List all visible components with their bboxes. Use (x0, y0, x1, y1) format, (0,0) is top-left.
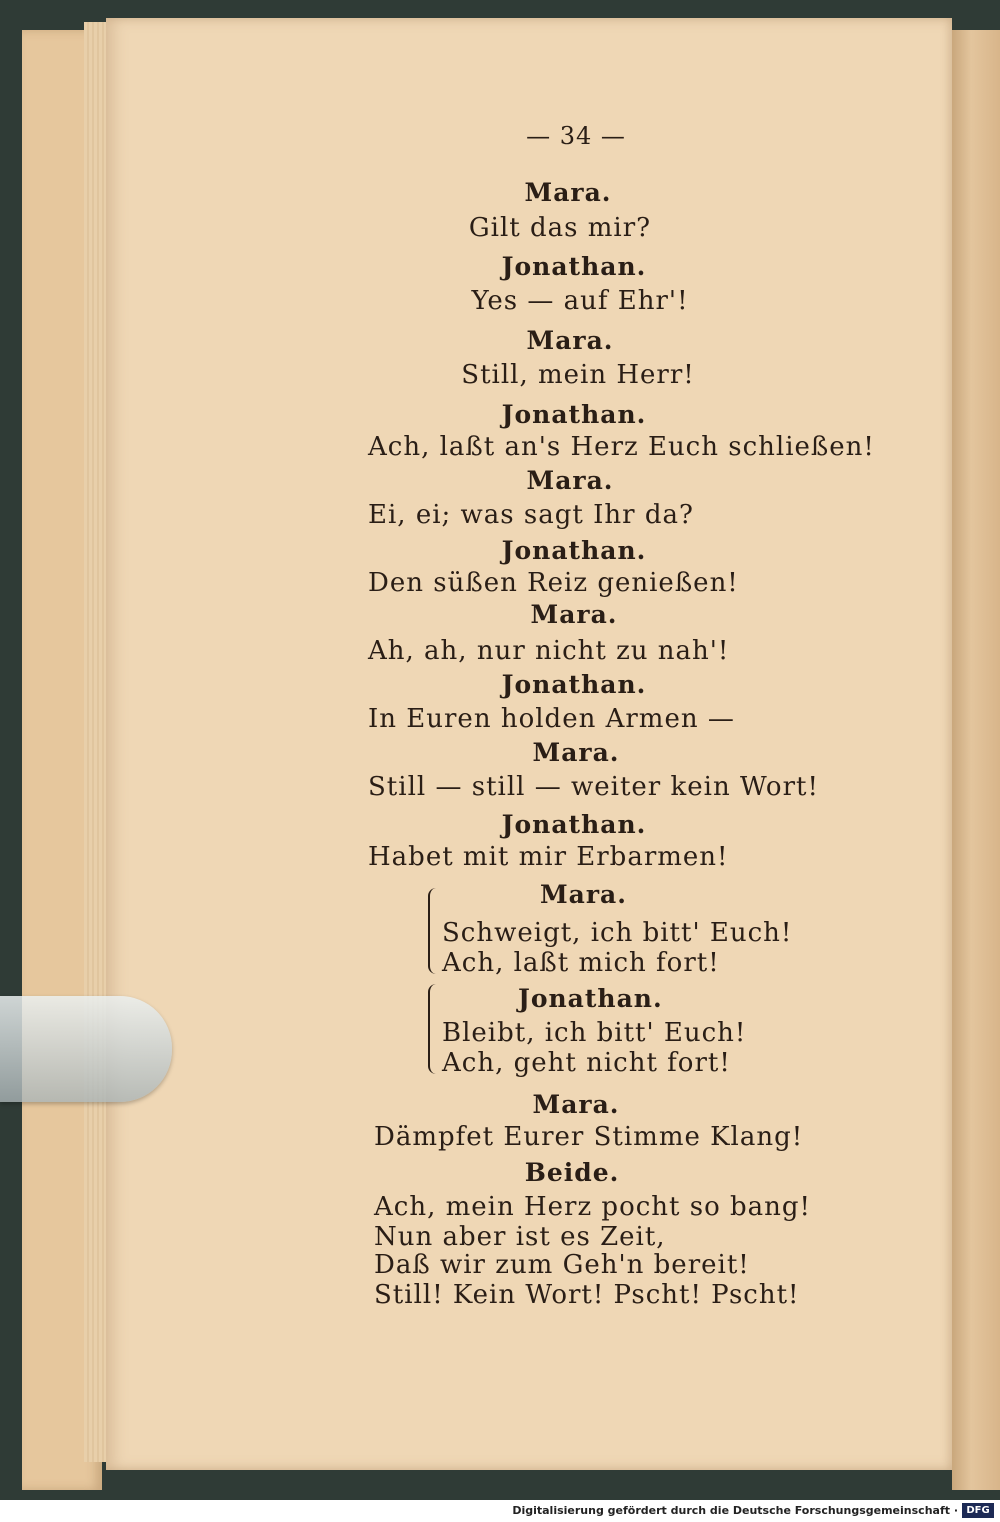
verse-line: Ah, ah, nur nicht zu nah'! (368, 636, 730, 666)
verse-line: Gilt das mir? (468, 213, 652, 243)
speaker-label: Mara. (532, 738, 620, 767)
verse-line: Nun aber ist es Zeit, (374, 1222, 666, 1252)
page-holder-clip (0, 996, 172, 1102)
dfg-logo: DFG (962, 1503, 994, 1518)
speaker-label: Mara. (526, 326, 614, 355)
bracket-mark (428, 888, 440, 974)
bracket-mark (428, 984, 440, 1074)
verse-line: Schweigt, ich bitt' Euch! (442, 918, 793, 948)
verse-line: Dämpfet Eurer Stimme Klang! (374, 1122, 804, 1152)
verse-line: Habet mit mir Erbarmen! (368, 842, 729, 872)
speaker-label: Mara. (526, 466, 614, 495)
speaker-label: Beide. (524, 1158, 620, 1187)
verse-line: Daß wir zum Geh'n bereit! (374, 1250, 750, 1280)
speaker-label: Mara. (530, 600, 618, 629)
verse-line: Still — still — weiter kein Wort! (368, 772, 819, 802)
verse-line: Ach, laßt an's Herz Euch schließen! (368, 432, 875, 462)
verse-line: Ach, laßt mich fort! (442, 948, 720, 978)
speaker-label: Mara. (532, 1090, 620, 1119)
footer-credit: Digitalisierung gefördert durch die Deutsche Forschungsgemeinschaft · (512, 1504, 958, 1517)
verse-line: Bleibt, ich bitt' Euch! (442, 1018, 747, 1048)
page-number: — 34 — (526, 122, 626, 150)
verse-line: Yes — auf Ehr'! (471, 286, 689, 316)
speaker-label: Mara. (524, 178, 612, 207)
speaker-label: Mara. (540, 880, 627, 909)
verse-line: Still, mein Herr! (461, 360, 695, 390)
speaker-label: Jonathan. (501, 252, 647, 281)
speaker-label: Jonathan. (501, 810, 647, 839)
speaker-label: Jonathan. (501, 670, 647, 699)
speaker-label: Jonathan. (501, 536, 647, 565)
speaker-label: Jonathan. (501, 400, 647, 429)
verse-line: Den süßen Reiz genießen! (368, 568, 739, 598)
verse-line: Ach, geht nicht fort! (442, 1048, 731, 1078)
verse-line: Ei, ei; was sagt Ihr da? (368, 500, 694, 530)
verse-line: Still! Kein Wort! Pscht! Pscht! (374, 1280, 800, 1310)
next-page-edge (952, 30, 1000, 1490)
speaker-label: Jonathan. (518, 984, 663, 1013)
verse-line: In Euren holden Armen — (368, 704, 735, 734)
verse-line: Ach, mein Herz pocht so bang! (374, 1192, 811, 1222)
